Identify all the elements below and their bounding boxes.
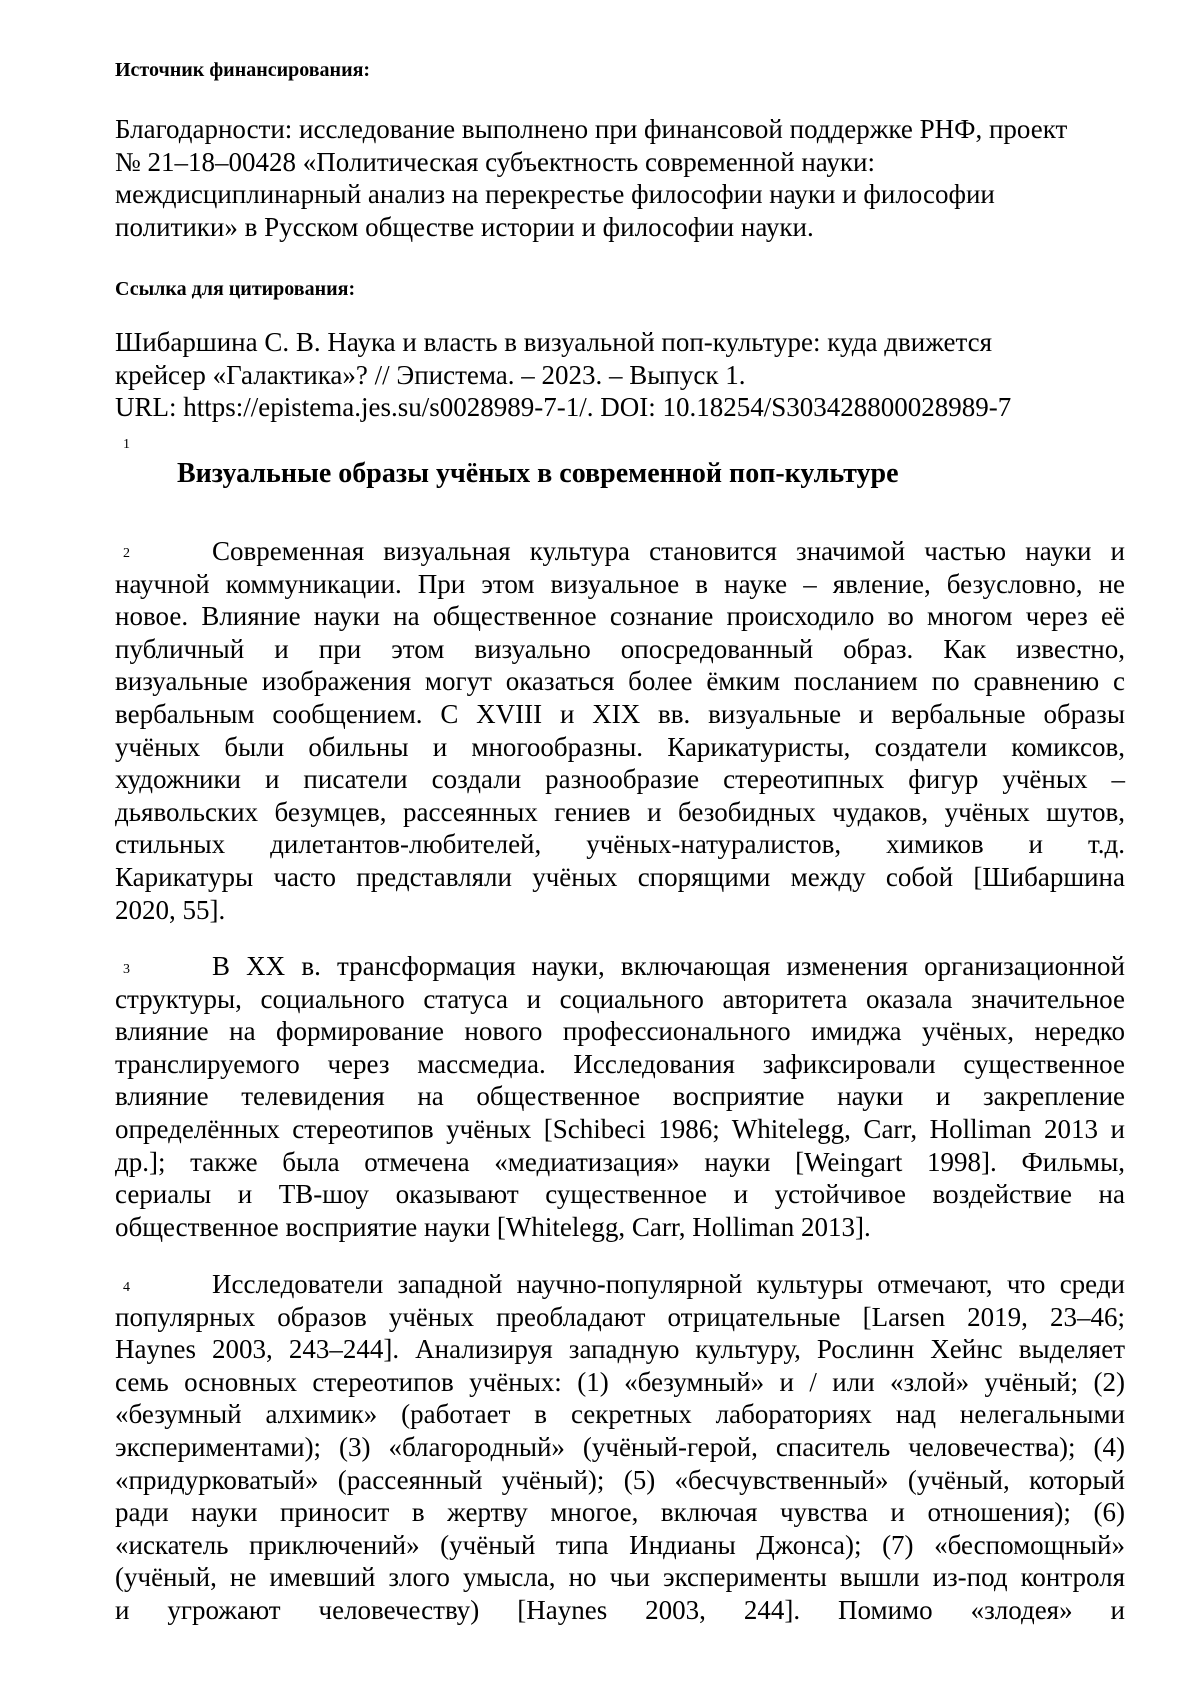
paragraph-line: Исследователи западной научно-популярной культуры отмечают, что среди: [115, 1268, 1125, 1301]
section-number: 1: [123, 437, 130, 453]
paragraph-line: дьявольских безумцев, рассеянных гениев и безобидных чудаков, учёных шутов,: [115, 796, 1125, 829]
citation-label: Ссылка для цитирования:: [115, 277, 355, 301]
paragraph-2: [115, 535, 1125, 926]
funding-line: Благодарности: исследование выполнено при финансовой поддержке РНФ, проект: [115, 113, 1125, 146]
paragraph-line: др.]; также была отмечена «медиатизация» науки [Weingart 1998]. Фильмы,: [115, 1146, 1125, 1179]
paragraph-line: Haynes 2003, 243–244]. Анализируя западную культуру, Рослинн Хейнс выделяет: [115, 1333, 1125, 1366]
paragraph-line: (учёный, не имевший злого умысла, но чьи эксперименты вышли из-под контроля: [115, 1561, 1125, 1594]
paragraph-number: 2: [123, 546, 130, 562]
paragraph-line: публичный и при этом визуально опосредованный образ. Как известно,: [115, 633, 1125, 666]
paragraph-line: научной коммуникации. При этом визуальное в науке – явление, безусловно, не: [115, 568, 1125, 601]
funding-label: Источник финансирования:: [115, 58, 370, 82]
paragraph-line: Современная визуальная культура становится значимой частью науки и: [115, 535, 1125, 568]
paragraph-number: 3: [123, 962, 130, 978]
paragraph-line: 2020, 55].: [115, 894, 1125, 927]
paragraph-number: 4: [123, 1280, 130, 1296]
paragraph-line: сериалы и ТВ-шоу оказывают существенное и устойчивое воздействие на: [115, 1178, 1125, 1211]
paragraph-line: В XX в. трансформация науки, включающая изменения организационной: [115, 950, 1125, 983]
paragraph-line: учёных были обильны и многообразны. Карикатуристы, создатели комиксов,: [115, 731, 1125, 764]
paragraph-line: семь основных стереотипов учёных: (1) «безумный» и / или «злой» учёный; (2): [115, 1366, 1125, 1399]
citation-line: URL: https://epistema.jes.su/s0028989-7-1/. DOI: 10.18254/S303428800028989-7: [115, 391, 1125, 424]
paragraph-line: «безумный алхимик» (работает в секретных лабораториях над нелегальными: [115, 1398, 1125, 1431]
paragraph-line: влияние на формирование нового профессионального имиджа учёных, нередко: [115, 1015, 1125, 1048]
paragraph-line: «придурковатый» (рассеянный учёный); (5) «бесчувственный» (учёный, который: [115, 1464, 1125, 1497]
paragraph-3: [115, 950, 1125, 1243]
paragraph-line: популярных образов учёных преобладают отрицательные [Larsen 2019, 23–46;: [115, 1301, 1125, 1334]
paragraph-line: художники и писатели создали разнообразие стереотипных фигур учёных –: [115, 763, 1125, 796]
paragraph-line: визуальные изображения могут оказаться более ёмким посланием по сравнению с: [115, 665, 1125, 698]
paragraph-line: общественное восприятие науки [Whitelegg, Carr, Holliman 2013].: [115, 1211, 1125, 1244]
document-page: [0, 0, 1200, 1698]
paragraph-line: стильных дилетантов-любителей, учёных-натуралистов, химиков и т.д.: [115, 828, 1125, 861]
paragraph-line: экспериментами); (3) «благородный» (учёный-герой, спаситель человечества); (4): [115, 1431, 1125, 1464]
paragraph-4: [115, 1268, 1125, 1627]
funding-text: [115, 113, 1125, 243]
section-title: Визуальные образы учёных в современной поп-культуре: [177, 457, 899, 491]
paragraph-line: Карикатуры часто представляли учёных спорящими между собой [Шибаршина: [115, 861, 1125, 894]
paragraph-line: «искатель приключений» (учёный типа Индианы Джонса); (7) «беспомощный»: [115, 1529, 1125, 1562]
paragraph-line: влияние телевидения на общественное восприятие науки и закрепление: [115, 1080, 1125, 1113]
paragraph-line: вербальным сообщением. С XVIII и XIX вв. визуальные и вербальные образы: [115, 698, 1125, 731]
paragraph-line: структуры, социального статуса и социального авторитета оказала значительное: [115, 983, 1125, 1016]
funding-line: политики» в Русском обществе истории и философии науки.: [115, 211, 1125, 244]
funding-line: междисциплинарный анализ на перекрестье философии науки и философии: [115, 178, 1125, 211]
funding-line: № 21–18–00428 «Политическая субъектность современной науки:: [115, 146, 1125, 179]
paragraph-line: и угрожают человечеству) [Haynes 2003, 244]. Помимо «злодея» и: [115, 1594, 1125, 1627]
citation-line: Шибаршина С. В. Наука и власть в визуальной поп-культуре: куда движется: [115, 326, 1125, 359]
paragraph-line: транслируемого через массмедиа. Исследования зафиксировали существенное: [115, 1048, 1125, 1081]
paragraph-line: определённых стереотипов учёных [Schibeci 1986; Whitelegg, Carr, Holliman 2013 и: [115, 1113, 1125, 1146]
paragraph-line: ради науки приносит в жертву многое, включая чувства и отношения); (6): [115, 1496, 1125, 1529]
citation-line: крейсер «Галактика»? // Эпистема. – 2023. – Выпуск 1.: [115, 359, 1125, 392]
paragraph-line: новое. Влияние науки на общественное сознание происходило во многом через её: [115, 600, 1125, 633]
citation-text: [115, 326, 1125, 424]
